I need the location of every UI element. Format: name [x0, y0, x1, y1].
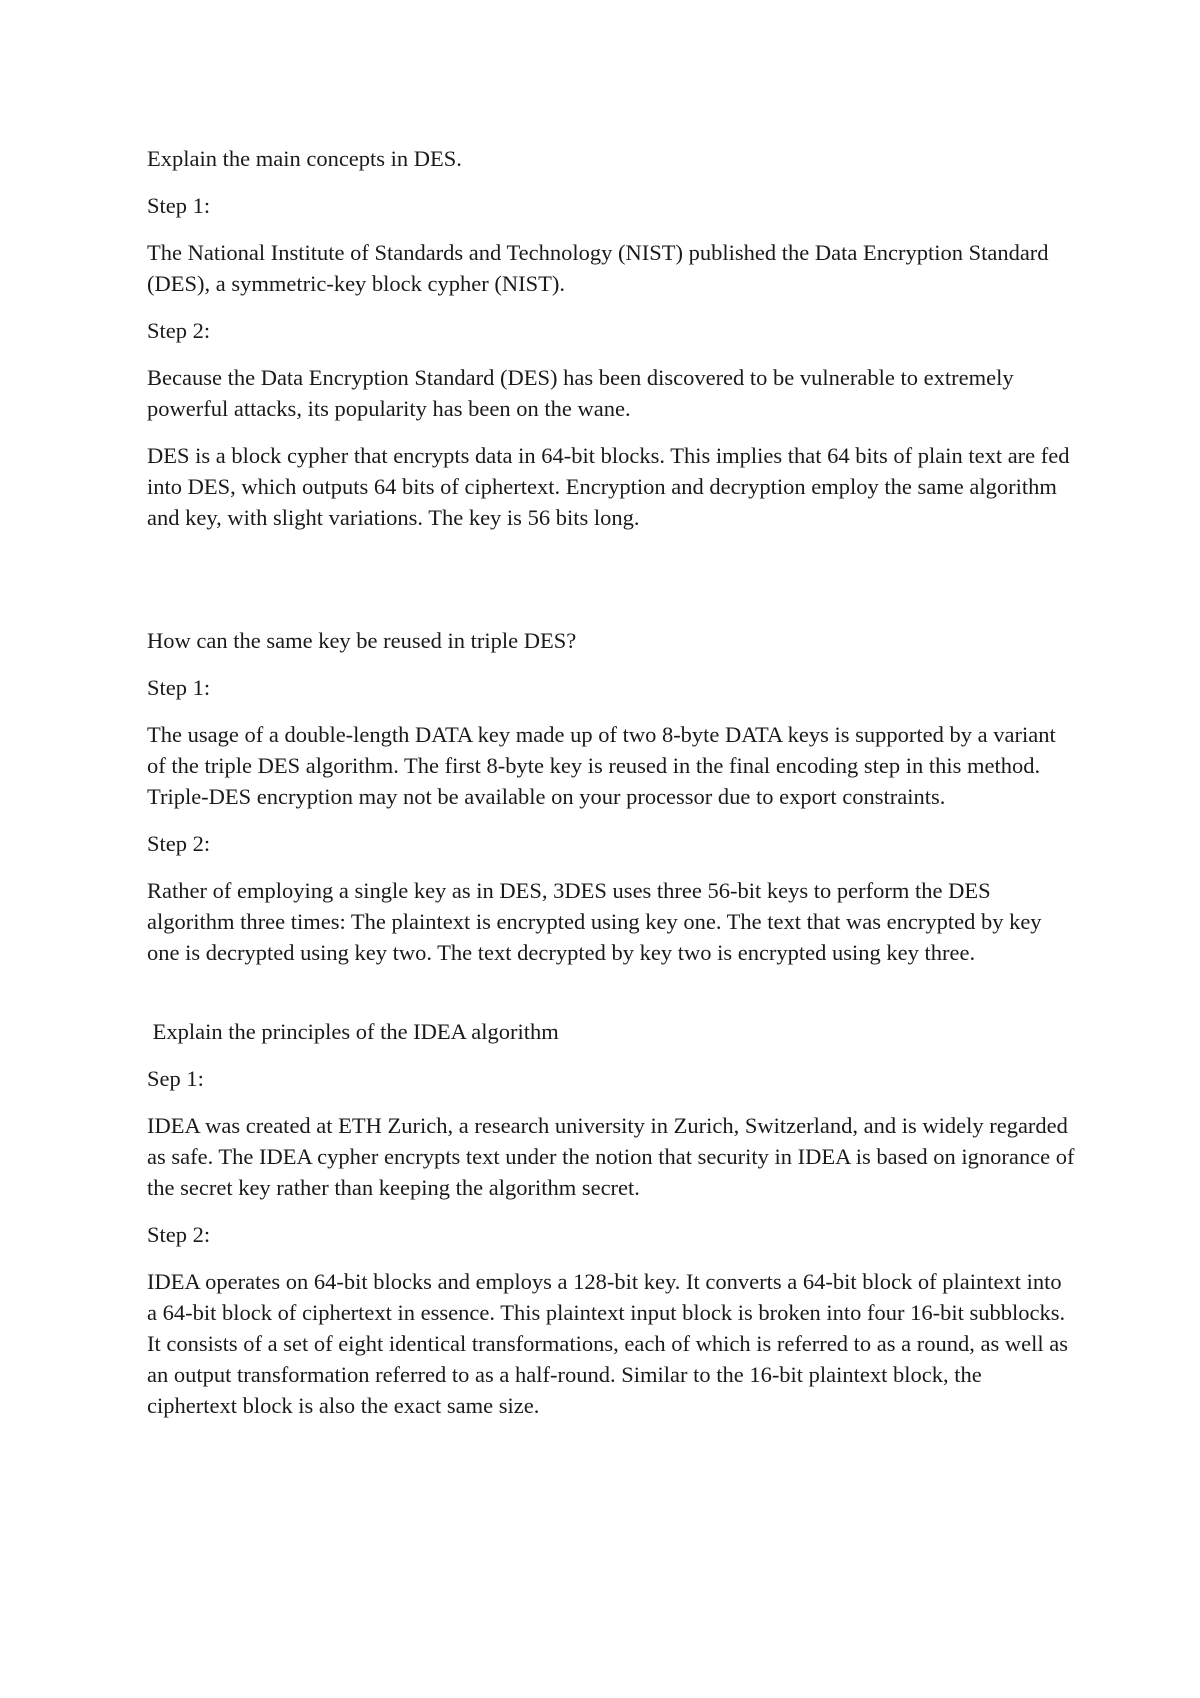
step-label: Sep 1:	[147, 1066, 204, 1091]
question-heading: Explain the principles of the IDEA algorithm	[147, 1019, 559, 1044]
question-heading: Explain the main concepts in DES.	[147, 146, 462, 171]
section-des-concepts	[147, 143, 1077, 533]
question-heading: How can the same key be reused in triple DES?	[147, 628, 577, 653]
step-label: Step 2:	[147, 1222, 211, 1247]
step-label: Step 2:	[147, 831, 211, 856]
section-spacer	[147, 968, 1077, 1016]
section-spacer	[147, 533, 1077, 625]
document-page	[147, 143, 1077, 1421]
step-label: Step 2:	[147, 318, 211, 343]
step-paragraph: The usage of a double-length DATA key made up of two 8-byte DATA keys is supported by a variant of the triple DES algorithm. The first 8-byte key is reused in the final encoding step in this method. Triple-DES encryption may not be available on your processor due to export constraints.	[147, 722, 1056, 809]
step-label: Step 1:	[147, 193, 211, 218]
step-paragraph: Because the Data Encryption Standard (DES) has been discovered to be vulnerable to extremely powerful attacks, its popularity has been on the wane.	[147, 365, 1014, 421]
section-idea-algorithm	[147, 1016, 1077, 1421]
step-paragraph: Rather of employing a single key as in DES, 3DES uses three 56-bit keys to perform the DES algorithm three times: The plaintext is encrypted using key one. The text that was encrypted by key one is decrypted using key two. The text decrypted by key two is encrypted using key three.	[147, 878, 1042, 965]
step-paragraph: IDEA was created at ETH Zurich, a research university in Zurich, Switzerland, and is widely regarded as safe. The IDEA cypher encrypts text under the notion that security in IDEA is based on ignorance of the secret key rather than keeping the algorithm secret.	[147, 1113, 1075, 1200]
step-paragraph: The National Institute of Standards and Technology (NIST) published the Data Encryption Standard (DES), a symmetric-key block cypher (NIST).	[147, 240, 1049, 296]
step-paragraph: DES is a block cypher that encrypts data in 64-bit blocks. This implies that 64 bits of plain text are fed into DES, which outputs 64 bits of ciphertext. Encryption and decryption employ the same algorithm and key, with slight variations. The key is 56 bits long.	[147, 443, 1070, 530]
step-label: Step 1:	[147, 675, 211, 700]
section-triple-des	[147, 625, 1077, 968]
step-paragraph: IDEA operates on 64-bit blocks and employs a 128-bit key. It converts a 64-bit block of plaintext into a 64-bit block of ciphertext in essence. This plaintext input block is broken into four 16-bit subblocks. It consists of a set of eight identical transformations, each of which is referred to as a round, as well as an output transformation referred to as a half-round. Similar to the 16-bit plaintext block, the ciphertext block is also the exact same size.	[147, 1269, 1068, 1418]
